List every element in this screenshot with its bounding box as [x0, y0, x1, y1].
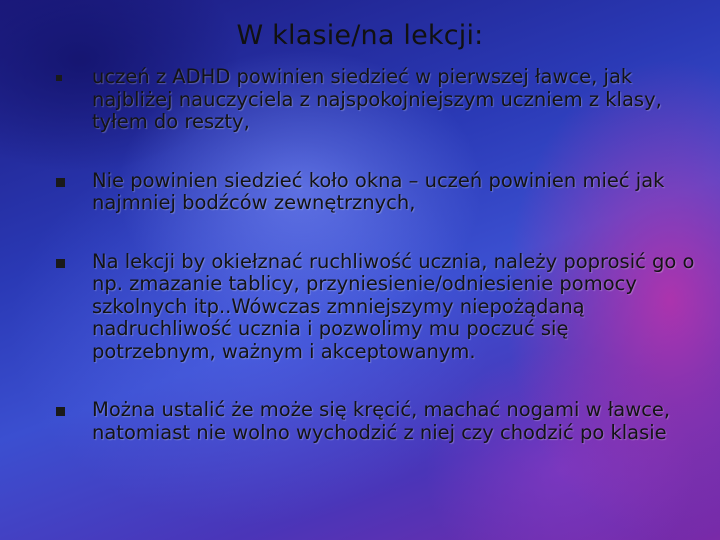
bullet-text: Na lekcji by okiełznać ruchliwość ucznia, należy poprosić go o np. zmazanie tablicy, przyniesienie/odniesienie pomocy szkolnych itp..Wówczas zmniejszymy niepożądaną nadruchliwość ucznia i pozwolimy mu poczuć się potrzebnym, ważnym i akceptowanym.: [92, 249, 695, 363]
square-bullet-icon: [56, 75, 62, 81]
bullet-item: [56, 399, 696, 444]
bullet-text: Nie powinien siedzieć koło okna – uczeń powinien mieć jak najmniej bodźców zewnętrznych,: [92, 168, 665, 214]
bullet-item: [56, 66, 696, 134]
bullet-item: [56, 251, 696, 364]
square-bullet-icon: [56, 178, 65, 187]
bullet-text: uczeń z ADHD powinien siedzieć w pierwszej ławce, jak najbliżej nauczyciela z najspokojniejszym uczniem z klasy, tyłem do reszty,: [92, 65, 662, 133]
square-bullet-icon: [56, 407, 65, 416]
square-bullet-icon: [56, 259, 65, 268]
bullet-item: [56, 170, 696, 215]
bullet-list: [56, 66, 696, 444]
bullet-text: Można ustalić że może się kręcić, machać nogami w ławce, natomiast nie wolno wychodzić z niej czy chodzić po klasie: [92, 398, 671, 444]
slide-title: W klasie/na lekcji:: [236, 20, 484, 51]
